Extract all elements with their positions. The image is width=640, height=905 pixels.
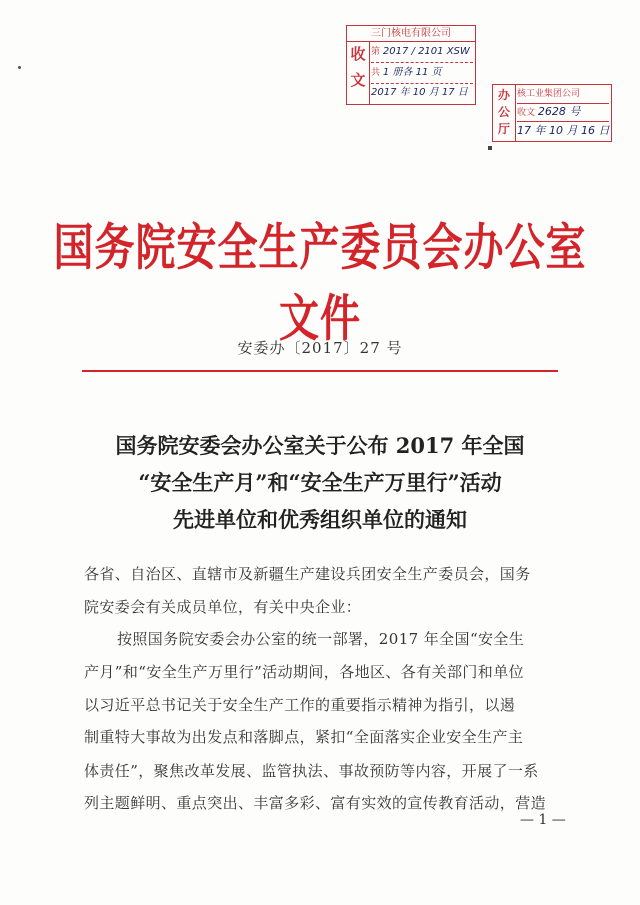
office-stamp bbox=[492, 84, 612, 142]
scan-mark bbox=[18, 66, 21, 69]
stamp-row-pages: 共 1 册各 11 页 bbox=[371, 63, 473, 84]
title-line-3: 先进单位和优秀组织单位的通知 bbox=[173, 507, 467, 532]
body-line: 产月”和“安全生产万里行”活动期间，各地区、各有关部门和单位 bbox=[84, 663, 525, 681]
office-stamp-side-label: 办公厅 bbox=[493, 85, 516, 141]
stamp-row-number: 第 2017 / 2101 XSW bbox=[371, 42, 473, 63]
office-stamp-org: 核工业集团公司 bbox=[517, 85, 609, 104]
stamp-row-date: 2017 年 10 月 17 日 bbox=[371, 87, 468, 98]
title-line-1: 国务院安委会办公室关于公布 2017 年全国 bbox=[115, 433, 525, 458]
office-stamp-date: 17 年 10 月 16 日 bbox=[517, 124, 610, 137]
issuer-heading: 国务院安全生产委员会办公室文件 bbox=[53, 219, 587, 348]
body-line: 体责任”，聚焦改革发展、监管执法、事故预防等内容，开展了一系 bbox=[84, 762, 539, 780]
document-number: 安委办〔2017〕27 号 bbox=[237, 339, 403, 357]
title-line-2: “安全生产月”和“安全生产万里行”活动 bbox=[138, 470, 502, 495]
stamp-side-label: 收文 bbox=[347, 41, 370, 104]
body-line: 以习近平总书记关于安全生产工作的重要指示精神为指引，以遏 bbox=[84, 696, 516, 714]
red-divider bbox=[82, 370, 558, 372]
receipt-stamp bbox=[346, 25, 476, 105]
body-line: 制重特大事故为出发点和落脚点，紧扣“全面落实企业安全生产主 bbox=[84, 728, 524, 746]
body-line: 按照国务院安委会办公室的统一部署，2017 年全国“安全生 bbox=[117, 630, 525, 648]
page-number: — 1 — bbox=[520, 812, 566, 828]
body-line: 院安委会有关成员单位，有关中央企业： bbox=[84, 598, 362, 616]
stamp-company: 三门核电有限公司 bbox=[347, 26, 475, 42]
office-stamp-number: 收文 2628 号 bbox=[517, 103, 609, 122]
body-line: 列主题鲜明、重点突出、丰富多彩、富有实效的宣传教育活动，营造 bbox=[84, 794, 547, 812]
body-line: 各省、自治区、直辖市及新疆生产建设兵团安全生产委员会，国务 bbox=[84, 565, 531, 583]
scan-mark-2 bbox=[488, 146, 492, 150]
